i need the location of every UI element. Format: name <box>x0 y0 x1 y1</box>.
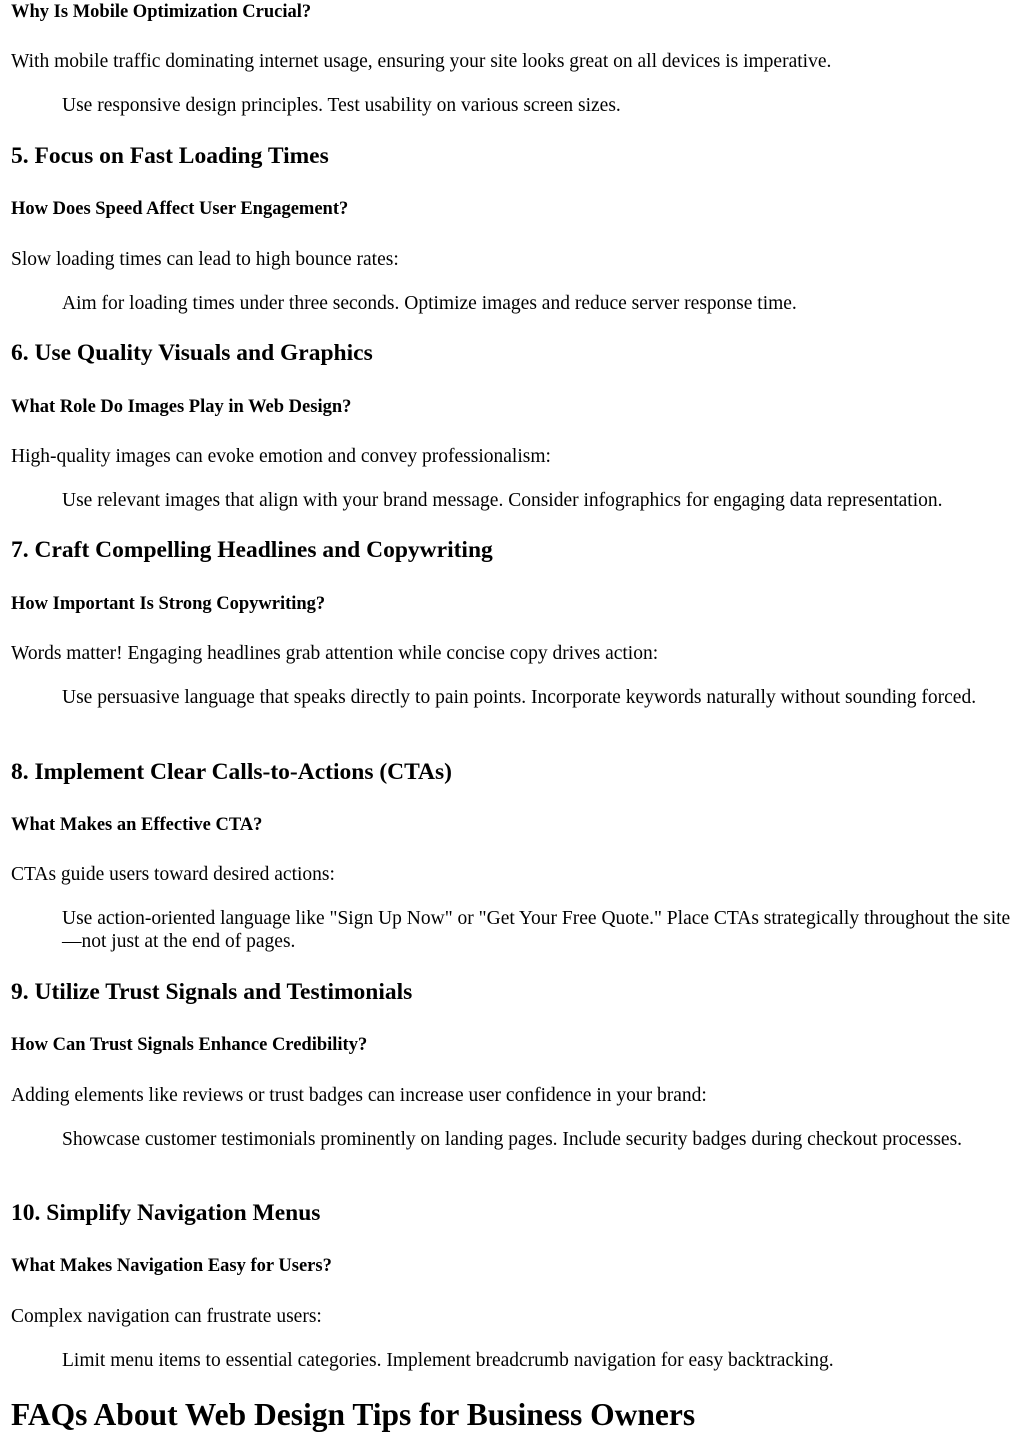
section-subheading: What Makes Navigation Easy for Users? <box>11 1256 332 1276</box>
section-tips: Use persuasive language that speaks directly to pain points. Incorporate keywords naturally without sounding forced. <box>62 687 977 708</box>
section-subheading: What Makes an Effective CTA? <box>11 815 263 835</box>
section-tips: Aim for loading times under three seconds. Optimize images and reduce server response time. <box>62 293 797 314</box>
section-tips: Use action-oriented language like "Sign Up Now" or "Get Your Free Quote." Place CTAs strategically throughout the site—not just at the end of pages. <box>62 908 1011 952</box>
section-paragraph: Words matter! Engaging headlines grab attention while concise copy drives action: <box>11 643 659 664</box>
section-subheading: How Important Is Strong Copywriting? <box>11 594 326 614</box>
section-heading: 6. Use Quality Visuals and Graphics <box>11 340 373 366</box>
section-paragraph: CTAs guide users toward desired actions: <box>11 864 335 885</box>
section-paragraph: Slow loading times can lead to high bounce rates: <box>11 249 399 270</box>
section-heading: 7. Craft Compelling Headlines and Copywriting <box>11 537 493 563</box>
section-heading: 8. Implement Clear Calls-to-Actions (CTAs) <box>11 759 453 785</box>
section-subheading: How Does Speed Affect User Engagement? <box>11 199 349 219</box>
section-tips: Use responsive design principles. Test usability on various screen sizes. <box>62 95 621 116</box>
section-tips: Showcase customer testimonials prominently on landing pages. Include security badges during checkout processes. <box>62 1129 963 1150</box>
section-tips: Limit menu items to essential categories. Implement breadcrumb navigation for easy backtracking. <box>62 1350 834 1371</box>
section-paragraph: Complex navigation can frustrate users: <box>11 1306 322 1327</box>
section-heading: 10. Simplify Navigation Menus <box>11 1200 321 1226</box>
section-heading: 9. Utilize Trust Signals and Testimonials <box>11 979 413 1005</box>
section-heading: 5. Focus on Fast Loading Times <box>11 143 329 169</box>
section-subheading: What Role Do Images Play in Web Design? <box>11 397 352 417</box>
section-subheading: How Can Trust Signals Enhance Credibility? <box>11 1035 368 1055</box>
section-paragraph: Adding elements like reviews or trust badges can increase user confidence in your brand: <box>11 1085 707 1106</box>
section-paragraph: High-quality images can evoke emotion and convey professionalism: <box>11 446 551 467</box>
section-subheading: Why Is Mobile Optimization Crucial? <box>11 2 312 22</box>
section-paragraph: With mobile traffic dominating internet usage, ensuring your site looks great on all devices is imperative. <box>11 51 832 72</box>
faq-heading: FAQs About Web Design Tips for Business Owners <box>11 1397 696 1432</box>
section-tips: Use relevant images that align with your brand message. Consider infographics for engaging data representation. <box>62 490 943 511</box>
